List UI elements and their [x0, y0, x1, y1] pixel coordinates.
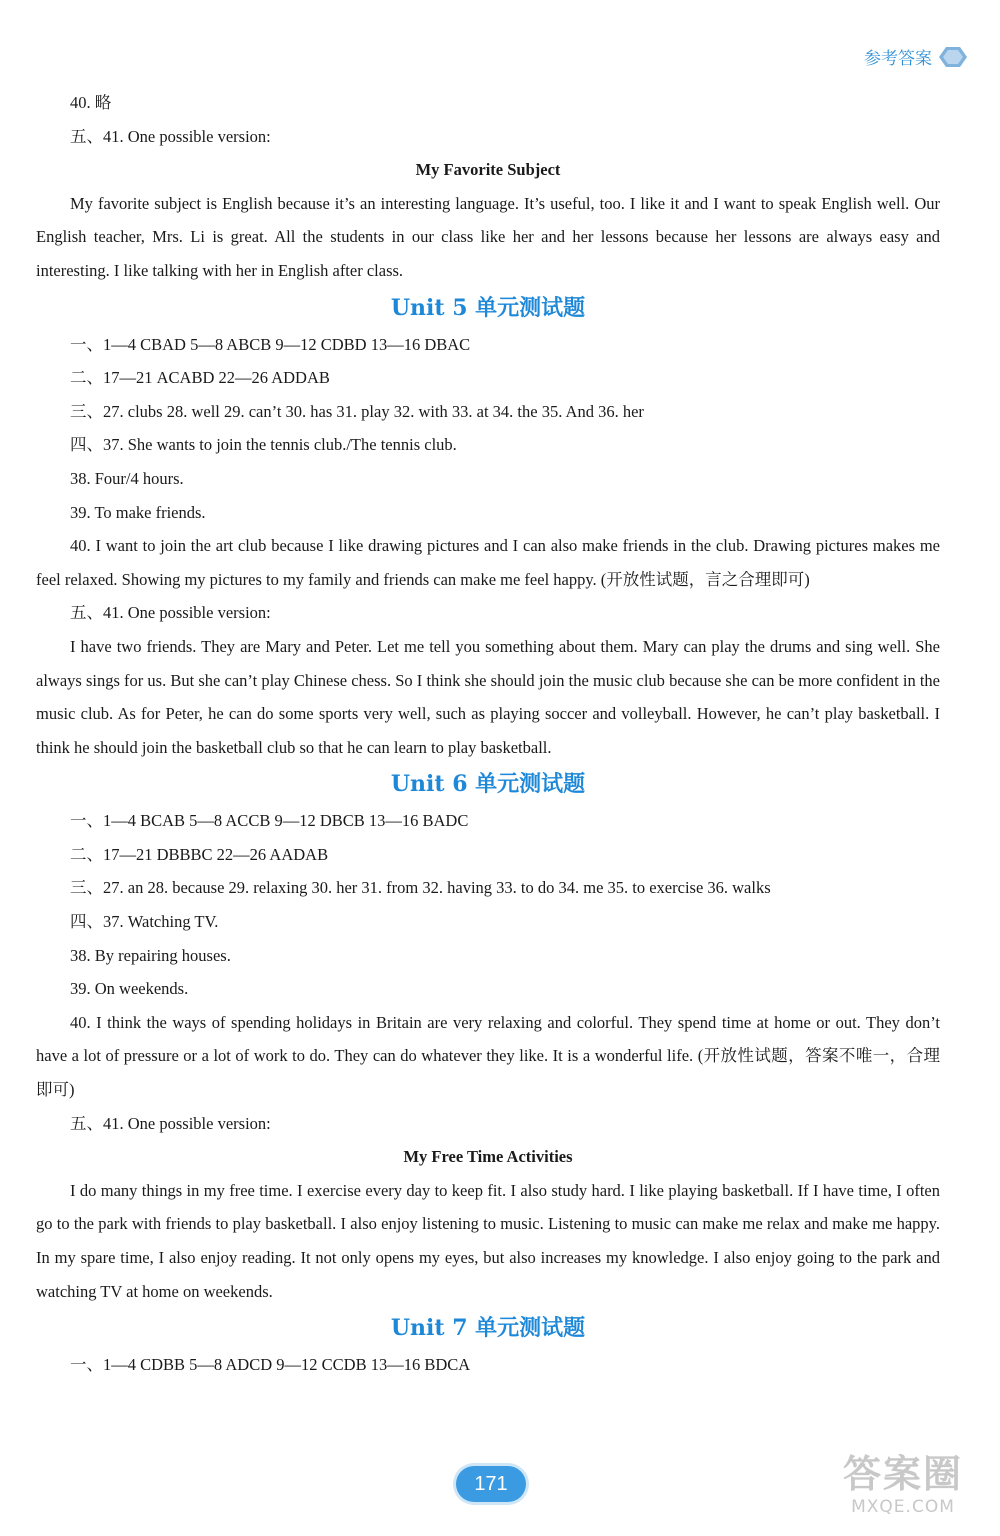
- watermark-bottom: MXQE.COM: [851, 1497, 955, 1517]
- answer-line: 38. Four/4 hours.: [70, 468, 184, 488]
- unit-heading: Unit 5 单元测试题: [390, 294, 586, 321]
- answer-content: [36, 86, 940, 1382]
- answer-line: 五、41. One possible version:: [70, 126, 271, 146]
- answer-line: 三、27. an 28. because 29. relaxing 30. her 31. from 32. having 33. to do 34. me 35. to exercise 36. walks: [70, 878, 771, 898]
- essay-paragraph: I have two friends. They are Mary and Peter. Let me tell you something about them. Mary can play the drums and sing well. She always sings for us. But she can’t play Chinese chess. So I think she should join the music club because she can be more confident in the music club. As for Peter, he can do some sports very well, such as playing soccer and volleyball. However, he can’t play basketball. I think he should join the basketball club so that he can learn to play basketball.: [36, 636, 940, 757]
- header-label: 参考答案: [864, 49, 932, 69]
- answer-paragraph: 40. I think the ways of spending holidays in Britain are very relaxing and colorful. They spend time at home or out. They don’t have a lot of pressure or a lot of work to do. They can do whatever they like. It is a wonderful life. (开放性试题，答案不唯一，合理即可): [36, 1012, 940, 1100]
- hexagon-icon: [938, 46, 968, 68]
- unit-heading: Unit 7 单元测试题: [390, 1315, 586, 1342]
- essay-paragraph: My favorite subject is English because it’s an interesting language. It’s useful, too. I like it and I want to speak English well. Our English teacher, Mrs. Li is great. All the students in our class like her and her lessons because her lessons are always easy and interesting. I like talking with her in English after class.: [36, 193, 940, 280]
- answer-line: 四、37. Watching TV.: [70, 912, 219, 932]
- answer-line: 38. By repairing houses.: [70, 945, 231, 965]
- answer-line: 40. 略: [70, 93, 112, 112]
- answer-line: 二、17—21 ACABD 22—26 ADDAB: [70, 368, 330, 388]
- answer-line: 39. On weekends.: [70, 979, 189, 999]
- answer-line: 五、41. One possible version:: [70, 603, 271, 623]
- answer-line: 一、1—4 CDBB 5—8 ADCD 9—12 CCDB 13—16 BDCA: [70, 1355, 471, 1375]
- watermark-top: 答案圈: [842, 1452, 963, 1496]
- answer-line: 一、1—4 CBAD 5—8 ABCB 9—12 CDBD 13—16 DBAC: [70, 334, 471, 354]
- answer-paragraph: 40. I want to join the art club because I like drawing pictures and I can also make friends in the club. Drawing pictures makes me feel relaxed. Showing my pictures to my family and friends can make me feel happy. (开放性试题，言之合理即可): [36, 536, 940, 589]
- essay-title: My Free Time Activities: [403, 1147, 573, 1167]
- essay-paragraph: I do many things in my free time. I exercise every day to keep fit. I also study hard. I like playing basketball. If I have time, I often go to the park with friends to play basketball. I also enjoy listening to music. Listening to music can make me relax and make me happy. In my spare time, I also enjoy reading. It not only opens my eyes, but also increases my knowledge. I also enjoy going to the park and watching TV at home on weekends.: [36, 1180, 940, 1301]
- answer-line: 三、27. clubs 28. well 29. can’t 30. has 31. play 32. with 33. at 34. the 35. And 36. her: [70, 401, 644, 421]
- watermark-logo: [828, 1452, 978, 1522]
- unit-heading: Unit 6 单元测试题: [390, 771, 586, 798]
- answer-line: 四、37. She wants to join the tennis club./The tennis club.: [70, 435, 457, 455]
- answer-line: 二、17—21 DBBBC 22—26 AADAB: [70, 844, 329, 864]
- answer-line: 五、41. One possible version:: [70, 1113, 271, 1133]
- page-number: 171: [456, 1466, 526, 1502]
- header-badge: [864, 44, 968, 69]
- answer-line: 39. To make friends.: [70, 502, 206, 522]
- answer-line: 一、1—4 BCAB 5—8 ACCB 9—12 DBCB 13—16 BADC: [70, 811, 469, 831]
- essay-title: My Favorite Subject: [415, 160, 561, 180]
